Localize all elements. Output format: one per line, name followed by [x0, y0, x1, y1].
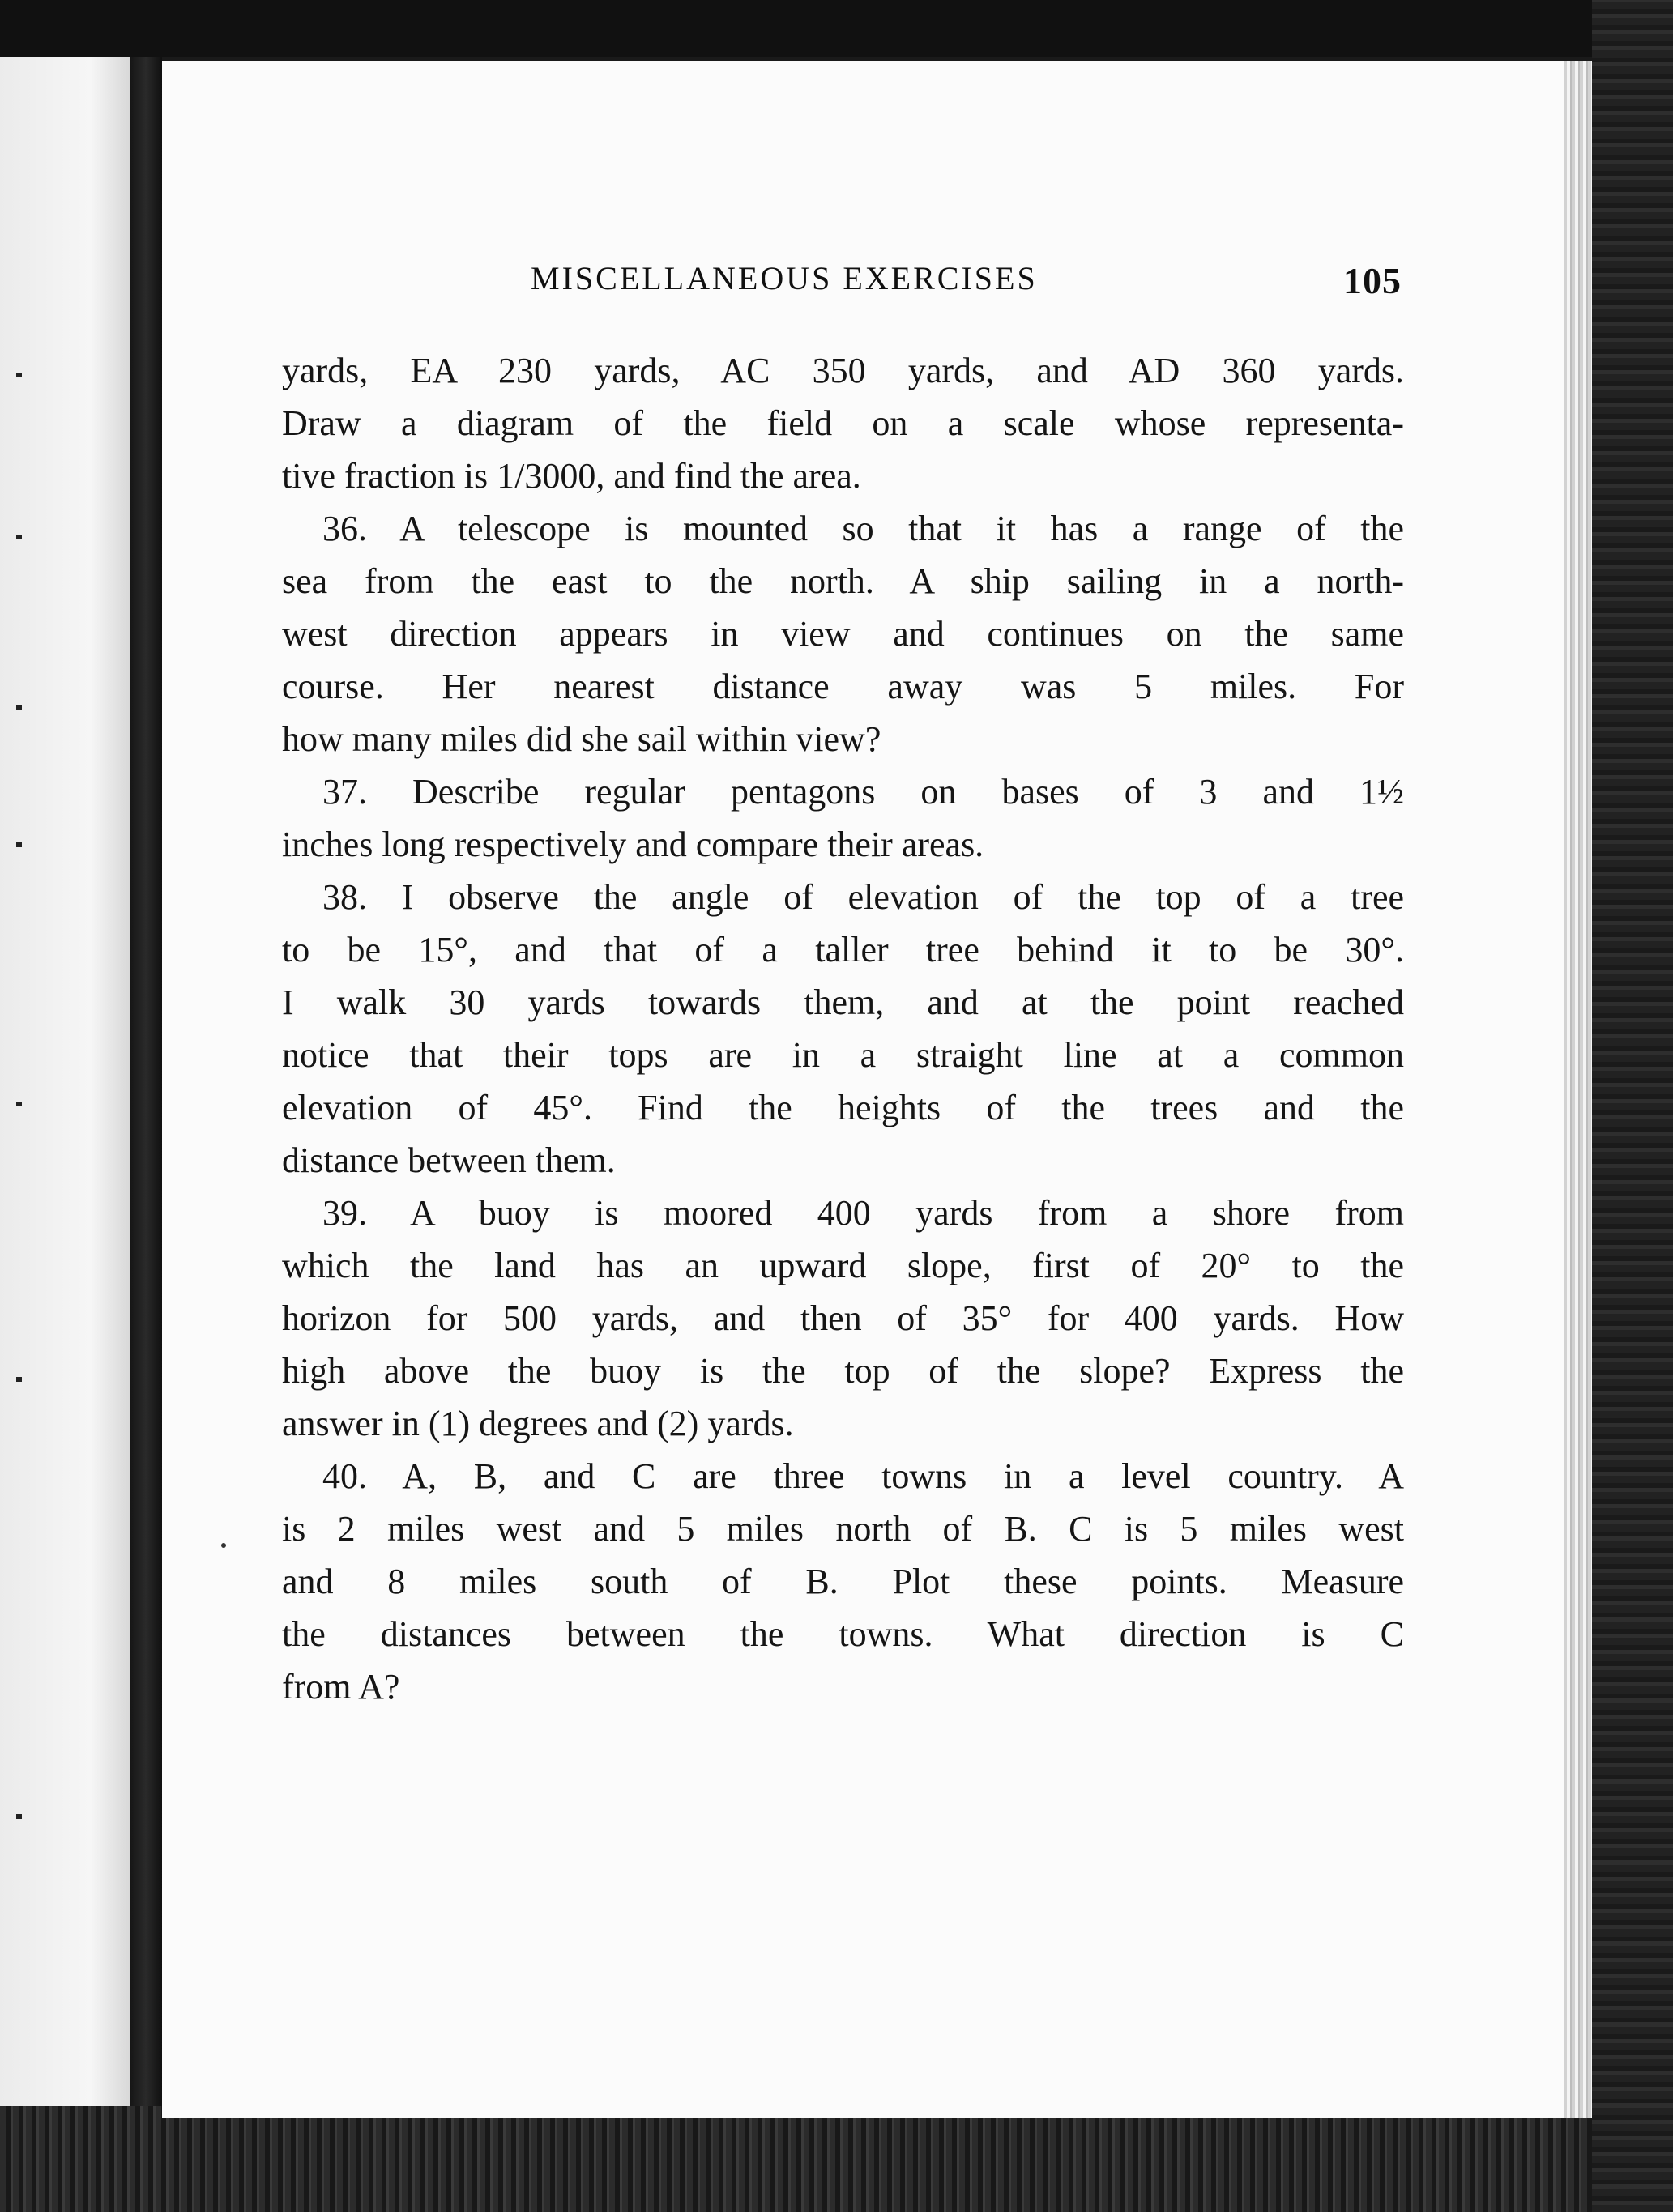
text-line: yards, EA 230 yards, AC 350 yards, and AD 360 yards.: [282, 351, 1404, 390]
scan-border-top: [0, 0, 1673, 57]
text-line: distance between them.: [282, 1140, 616, 1180]
text-line: from A?: [282, 1667, 400, 1707]
margin-mark: [16, 1102, 22, 1106]
text-line: and 8 miles south of B. Plot these points. Measure: [282, 1562, 1404, 1601]
text-line: horizon for 500 yards, and then of 35° for 400 yards. How: [282, 1298, 1404, 1338]
scan-border-right: [1592, 0, 1673, 2212]
text-line: high above the buoy is the top of the slope? Express the: [282, 1351, 1404, 1391]
exercise-39-line: 39. A buoy is moored 400 yards from a shore from: [322, 1193, 1404, 1233]
scan-border-bottom: [0, 2106, 1673, 2212]
exercise-37-line: 37. Describe regular pentagons on bases of 3 and 1½: [322, 772, 1404, 812]
text-line: tive fraction is 1/3000, and find the area.: [282, 456, 861, 496]
text-line: which the land has an upward slope, first of 20° to the: [282, 1246, 1404, 1285]
text-line: answer in (1) degrees and (2) yards.: [282, 1404, 794, 1443]
margin-mark: [16, 1814, 22, 1819]
text-line: sea from the east to the north. A ship sailing in a north-: [282, 561, 1404, 601]
exercise-text: [282, 344, 1404, 1713]
page-stack-edge: [1564, 61, 1592, 2118]
margin-mark: [16, 1377, 22, 1382]
text-line: Draw a diagram of the field on a scale whose representa-: [282, 403, 1404, 443]
text-line: notice that their tops are in a straight line at a common: [282, 1035, 1404, 1075]
exercise-36-line: 36. A telescope is mounted so that it has a range of the: [322, 509, 1404, 548]
text-line: I walk 30 yards towards them, and at the point reached: [282, 982, 1404, 1022]
text-line: course. Her nearest distance away was 5 miles. For: [282, 667, 1404, 706]
book-page: [162, 61, 1564, 2118]
exercise-40-line: 40. A, B, and C are three towns in a level country. A: [322, 1456, 1404, 1496]
margin-mark: [16, 842, 22, 847]
exercise-38-line: 38. I observe the angle of elevation of the top of a tree: [322, 877, 1404, 917]
text-line: how many miles did she sail within view?: [282, 719, 881, 759]
text-line: to be 15°, and that of a taller tree behind it to be 30°.: [282, 930, 1404, 970]
text-line: elevation of 45°. Find the heights of the trees and the: [282, 1088, 1404, 1127]
running-head: MISCELLANEOUS EXERCISES: [531, 260, 1038, 296]
margin-mark: [16, 705, 22, 710]
text-line: west direction appears in view and continues on the same: [282, 614, 1404, 654]
margin-mark: [16, 535, 22, 539]
margin-mark: [16, 373, 22, 377]
scan-speck: [221, 1543, 226, 1548]
adjacent-page-edge: [0, 0, 130, 2212]
page-number: 105: [1343, 260, 1402, 301]
text-line: the distances between the towns. What direction is C: [282, 1614, 1404, 1654]
book-gutter: [130, 0, 162, 2212]
text-line: is 2 miles west and 5 miles north of B. C is 5 miles west: [282, 1509, 1404, 1549]
text-line: inches long respectively and compare their areas.: [282, 825, 984, 864]
